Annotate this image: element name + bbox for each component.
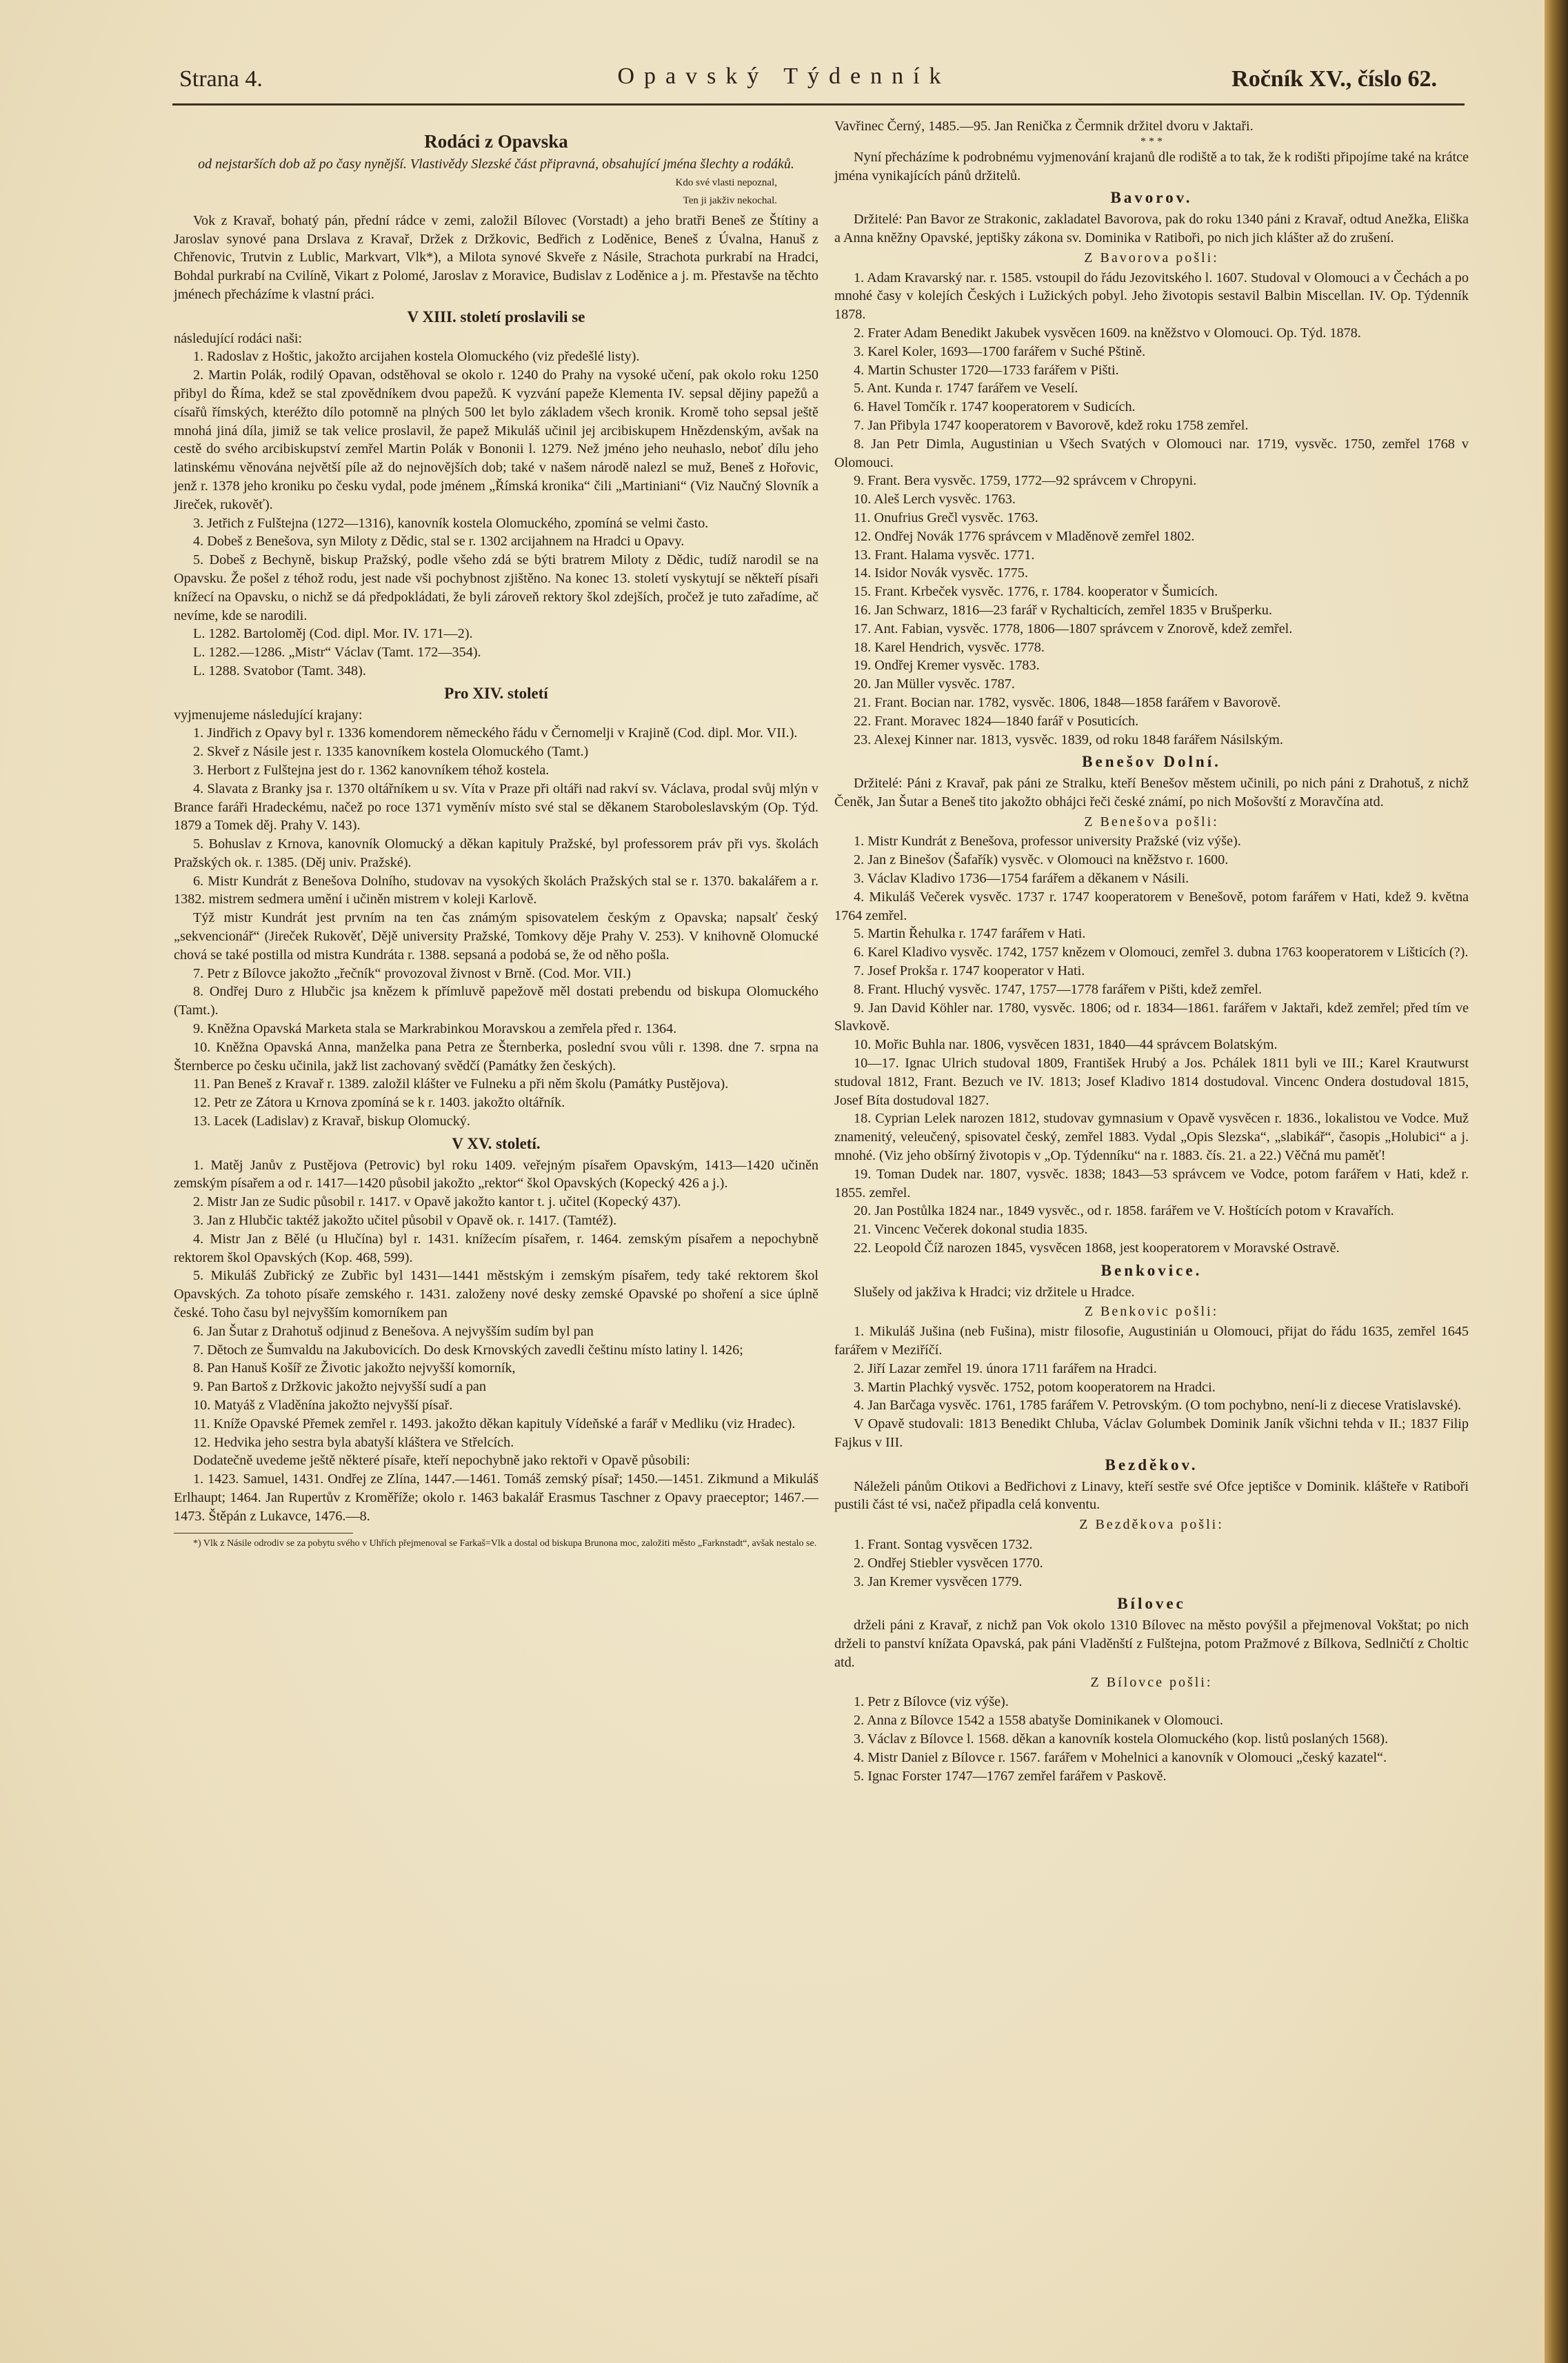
- list-entry: 20. Jan Müller vysvěc. 1787.: [854, 676, 1015, 692]
- list-entry: 22. Leopold Číž narozen 1845, vysvěcen 1868, jest kooperatorem v Moravské Ostravě.: [854, 1240, 1340, 1256]
- list-entry: 9. Pan Bartoš z Držkovic jakožto nejvyšší sudí a pan: [193, 1379, 486, 1395]
- list-entry: 11. Kníže Opavské Přemek zemřel r. 1493. jakožto děkan kapituly Vídeňské a farář v Medliku (viz Hradec).: [193, 1416, 796, 1431]
- list-entry: 10. Aleš Lerch vysvěc. 1763.: [854, 492, 1016, 507]
- list-entry: L. 1282. Bartoloměj (Cod. dipl. Mor. IV. 171—2).: [193, 626, 473, 642]
- binding-strip: [1545, 0, 1568, 2363]
- list-entry: 1. Petr z Bílovce (viz výše).: [854, 1694, 1009, 1710]
- benkovice-heading: Benkovice.: [1100, 1261, 1203, 1279]
- list-entry: 6. Havel Tomčík r. 1747 kooperatorem v Sudicích.: [854, 399, 1136, 415]
- bavorov-heading: Bavorov.: [1110, 189, 1193, 207]
- footnote-rule: [174, 1533, 353, 1534]
- list-entry: 13. Lacek (Ladislav) z Kravař, biskup Olomucký.: [193, 1114, 470, 1129]
- intro-paragraph: Vok z Kravař, bohatý pán, přední rádce v zemi, založil Bílovec (Vorstadt) a jeho bratři Beneš ze Štítiny a Jaroslav synové pana Drslava z Kravař, Držek z Držkovic, Bedřich z Loděnice, Beneš z Úvalna, Hanuš z Chřenovic, Trutvin z Lublic, Markvart, Vlk*), a Milota synové Skveře z Násile, Strachota purkrabí na Hradci, Bohdal purkrabí na Cvilíně, Vikart z Polomé, Jaroslav z Moravice, Budislav z Loděnice a j. m. Přestavše na těchto jménech přecházíme k vlastní práci.: [174, 212, 818, 302]
- list-entry: 21. Frant. Bocian nar. 1782, vysvěc. 1806, 1848—1858 farářem v Bavorově.: [854, 694, 1281, 710]
- motto-line-1: Kdo své vlasti nepoznal,: [675, 177, 777, 188]
- list-entry: 14. Isidor Novák vysvěc. 1775.: [854, 565, 1028, 581]
- list-entry: 2. Ondřej Stiebler vysvěcen 1770.: [854, 1555, 1043, 1571]
- article-title: Rodáci z Opavska: [424, 131, 568, 152]
- section-15-heading: V XV. století.: [452, 1134, 541, 1152]
- list-entry: 11. Onufrius Grečl vysvěc. 1763.: [854, 510, 1038, 525]
- list-entry: 1. Adam Kravarský nar. r. 1585. vstoupil do řádu Jezovitského l. 1607. Studoval v Olomouci a v Čechách a po mnohé časy v kolejích Českých i Lužických pobyl. Jeho životopis sestavil Balbin Miscellan. IV. Op. Týdenník 1878.: [834, 270, 1469, 323]
- list-entry: 4. Martin Schuster 1720—1733 farářem v Pišti.: [854, 362, 1119, 378]
- list-entry: 7. Jan Přibyla 1747 kooperatorem v Bavorově, kdež roku 1758 zemřel.: [854, 417, 1249, 433]
- list-entry: 15. Frant. Krbeček vysvěc. 1776, r. 1784. kooperator v Šumicích.: [854, 584, 1218, 600]
- list-entry: 5. Bohuslav z Krnova, kanovník Olomucký a děkan kapituly Pražské, byl professorem práv při vys. školách Pražských ok. r. 1385. (Děj univ. Pražské).: [174, 836, 818, 870]
- list-entry: 12. Petr ze Zátora u Krnova zpomíná se k r. 1403. jakožto oltářník.: [193, 1095, 565, 1111]
- bezdekov-heading: Bezděkov.: [1105, 1456, 1198, 1474]
- list-entry: 19. Toman Dudek nar. 1807, vysvěc. 1838; 1843—53 správcem ve Vodce, potom farářem v Hati, kdež r. 1855. zemřel.: [834, 1166, 1469, 1200]
- list-entry: 1. Frant. Sontag vysvěcen 1732.: [854, 1536, 1033, 1552]
- left-column: [174, 117, 818, 1550]
- list-entry: V Opavě studovali: 1813 Benedikt Chluba, Václav Golumbek Dominik Janík všichni tehda v II.; 1837 Filip Fajkus v III.: [834, 1416, 1469, 1450]
- list-entry: 7. Dětoch ze Šumvaldu na Jakubovicích. Do desk Krnovských zavedli češtinu místo latiny l. 1426;: [193, 1342, 743, 1358]
- list-entry: 12. Hedvika jeho sestra byla abatyší kláštera ve Střelcích.: [193, 1434, 514, 1450]
- article-subtitle: od nejstarších dob až po časy nynější. Vlastivědy Slezské část připravná, obsahující jména šlechty a rodáků.: [198, 156, 794, 172]
- list-entry: 20. Jan Postůlka 1824 nar., 1849 vysvěc., od r. 1858. farářem ve V. Hoštících potom v Kravařích.: [854, 1203, 1394, 1219]
- list-entry: 11. Pan Beneš z Kravař r. 1389. založil klášter ve Fulneku a při něm školu (Památky Pustějova).: [193, 1076, 729, 1092]
- list-entry: 8. Ondřej Duro z Hlubčic jsa knězem k přímluvě papežově měl dostati prebendu od biskupa Olomuckého (Tamt.).: [174, 984, 818, 1018]
- right-intro: Nyní přecházíme k podrobnému vyjmenování krajanů dle rodiště a to tak, že k rodišti připojíme také na krátce jména vynikajících pánů držitelů.: [834, 149, 1469, 183]
- list-entry: 5. Martin Řehulka r. 1747 farářem v Hati.: [854, 926, 1086, 942]
- list-entry: 2. Frater Adam Benedikt Jakubek vysvěcen 1609. na kněžstvo v Olomouci. Op. Týd. 1878.: [854, 325, 1361, 341]
- header-rule: [172, 103, 1465, 105]
- list-entry: 5. Dobeš z Bechyně, biskup Pražský, podle všeho zdá se býti bratrem Miloty z Dědic, tudíž narodil se na Opavsku. Že pošel z téhož rodu, jest nade vši pochybnost zjištěno. Na konec 13. století vyskytují se někteří písaři knížecí na Opavsku, o nichž se dá předpokládati, že byli zároveň rektory škol zdejších, pročež je tuto zařadíme, ač nevíme, kde se narodili.: [174, 552, 818, 623]
- section-15-list: [174, 1156, 818, 1526]
- list-entry: 3. Václav z Bílovce l. 1568. děkan a kanovník kostela Olomuckého (kop. listů poslaných 1568).: [854, 1731, 1389, 1747]
- list-entry: 4. Mistr Jan z Bělé (u Hlučína) byl r. 1431. knížecím písařem, r. 1464. zemským písařem a nepochybně rektorem škol Opavských (Kop. 468, 599).: [174, 1231, 818, 1265]
- benkovice-subheading: Z Benkovic pošli:: [1084, 1304, 1219, 1320]
- list-entry: L. 1282.—1286. „Mistr“ Václav (Tamt. 172—354).: [193, 645, 481, 661]
- separator-stars: * * *: [1140, 135, 1163, 148]
- list-entry: 10. Mořic Buhla nar. 1806, vysvěcen 1831, 1840—44 správcem Bolatským.: [854, 1037, 1278, 1053]
- list-entry: 3. Martin Plachký vysvěc. 1752, potom kooperatorem na Hradci.: [854, 1379, 1216, 1395]
- list-entry: 18. Cyprian Lelek narozen 1812, studovav gymnasium v Opavě vysvěcen r. 1836., lokalistou ve Vodce. Muž znamenitý, veleučený, spisovatel český, zemřel 1883. Vydal „Opis Slezska“, „slabikář“, časopis „Holubici“ a j. mnohé. (Viz jeho obšírný životopis v „Op. Týdenníku“ na r. 1883. čís. 21. a 22.) Věčná mu paměť!: [834, 1111, 1469, 1164]
- right-column: [834, 117, 1469, 1785]
- list-entry: 2. Mistr Jan ze Sudic působil r. 1417. v Opavě jakožto kantor t. j. učitel (Kopecký 437).: [193, 1194, 681, 1210]
- list-entry: 19. Ondřej Kremer vysvěc. 1783.: [854, 658, 1040, 674]
- bilovec-holders: drželi páni z Kravař, z nichž pan Vok okolo 1310 Bílovec na město povýšil a přejmenoval Vokštat; po nich drželi to panství knížata Opavská, pak páni Vladěnští z Fulštejna, potom Pražmové z Bílkova, Sedlničtí z Choltic atd.: [834, 1618, 1469, 1670]
- list-entry: 9. Kněžna Opavská Marketa stala se Markrabinkou Moravskou a zemřela před r. 1364.: [193, 1021, 677, 1037]
- bezdekov-list: [834, 1536, 1469, 1591]
- list-entry: 2. Jan z Binešov (Šafařík) vysvěc. v Olomouci na kněžstvo r. 1600.: [854, 852, 1229, 868]
- section-14-intro: vyjmenujeme následující krajany:: [174, 707, 363, 723]
- bezdekov-subheading: Z Bezděkova pošli:: [1079, 1517, 1224, 1533]
- issue-info: Ročník XV., číslo 62.: [1232, 66, 1437, 92]
- list-entry: 22. Frant. Moravec 1824—1840 farář v Posuticích.: [854, 713, 1139, 729]
- list-entry: 6. Jan Šutar z Drahotuš odjinud z Benešova. A nejvyšším sudím byl pan: [193, 1323, 594, 1339]
- list-entry: 7. Petr z Bílovce jakožto „řečník“ provozoval živnost v Brně. (Cod. Mor. VII.): [193, 965, 631, 981]
- list-entry: 5. Ant. Kunda r. 1747 farářem ve Veselí.: [854, 381, 1078, 396]
- list-entry: 4. Jan Barčaga vysvěc. 1761, 1785 farářem V. Petrovským. (O tom pochybno, není-li z diecese Vratislavské).: [854, 1398, 1462, 1414]
- bilovec-subheading: Z Bílovce pošli:: [1090, 1674, 1213, 1690]
- list-entry: 3. Jan Kremer vysvěcen 1779.: [854, 1573, 1023, 1589]
- list-entry: 8. Frant. Hluchý vysvěc. 1747, 1757—1778 farářem v Pišti, kdež zemřel.: [854, 981, 1263, 997]
- list-entry: L. 1288. Svatobor (Tamt. 348).: [193, 663, 366, 678]
- list-entry: 2. Martin Polák, rodilý Opavan, odstěhoval se okolo r. 1240 do Prahy na vysoké učení, pak okolo roku 1250 přibyl do Říma, kdež se stal zpovědníkem dvou papežů. K vyzvání papeže Klementa IV. sepsal dějiny papežů a císařů římských, kteréžto dílo potomně na plných 500 let bylo základem všech kronik. Kromě toho sepsal ještě mnohá jiná díla, jimiž se tak velice proslavil, že papež Mikuláš učinil jej arcibiskupem Hnězdenským, avšak na cestě do svého arcibiskupství zemřel Martin Polák v Bononii l. 1279. Než jméno jeho neuhaslo, neboť dílu jeho latinskému věnována největší píle až do nejnovějších dob; také v našem národě nalezl se muž, Beneš z Hořovic, jenž r. 1378 jeho kroniku po česku vydal, pode jménem „Římská kronika“ čili „Martiniani“ (Viz Naučný Slovník a Jireček, rukověť).: [174, 368, 818, 512]
- list-entry: 9. Frant. Bera vysvěc. 1759, 1772—92 správcem v Chropyni.: [854, 473, 1197, 489]
- list-entry: 13. Frant. Halama vysvěc. 1771.: [854, 547, 1035, 563]
- list-entry: 17. Ant. Fabian, vysvěc. 1778, 1806—1807 správcem v Znorově, kdež zemřel.: [854, 621, 1293, 636]
- list-entry: 8. Jan Petr Dimla, Augustinian u Všech Svatých v Olomouci nar. 1719, vysvěc. 1750, zemřel 1768 v Olomouci.: [834, 436, 1469, 470]
- bezdekov-holders: Náleželi pánům Otikovi a Bedřichovi z Linavy, kteří sestře své Ofce jeptišce v Dominik. klášteře v Ratiboři pustili část té vsi, načež připadla celá konventu.: [834, 1478, 1469, 1513]
- section-13-heading: V XIII. století proslavili se: [407, 308, 585, 325]
- bavorov-subheading: Z Bavorova pošli:: [1084, 250, 1219, 265]
- list-entry: 4. Dobeš z Benešova, syn Miloty z Dědic, stal se r. 1302 arcijahnem na Hradci u Opavy.: [193, 534, 685, 550]
- list-entry: 1. Matěj Janův z Pustějova (Petrovic) byl roku 1409. veřejným písařem Opavským, 1413—1420 učiněn zemským písařem a od r. 1417—1420 působil jakožto „rektor“ škol Opavských (Kopecký 426 a j.).: [174, 1157, 818, 1191]
- page-number: Strana 4.: [179, 66, 263, 92]
- list-entry: 1. Radoslav z Hoštic, jakožto arcijahen kostela Olomuckého (viz předešlé listy).: [193, 349, 640, 365]
- list-entry: 2. Skveř z Násile jest r. 1335 kanovníkem kostela Olomuckého (Tamt.): [193, 744, 589, 760]
- list-entry: 2. Jiří Lazar zemřel 19. února 1711 farářem na Hradci.: [854, 1360, 1157, 1376]
- list-entry: 9. Jan David Köhler nar. 1780, vysvěc. 1806; od r. 1834—1861. farářem v Jaktaři, kdež zemřel; před tím ve Slavkově.: [834, 1000, 1469, 1034]
- section-13-intro: následující rodáci naši:: [174, 330, 303, 346]
- benesov-holders: Držitelé: Páni z Kravař, pak páni ze Stralku, kteří Benešov městem učinili, po nich páni z Drahotuš, z nichž Čeněk, Jan Šutar a Beneš tito jakožto obhájci řeči české známí, po nich Mošovští z Moravčína atd.: [834, 776, 1469, 810]
- list-entry: 23. Alexej Kinner nar. 1813, vysvěc. 1839, od roku 1848 farářem Násilským.: [854, 732, 1283, 747]
- page-header: [103, 63, 1465, 105]
- list-entry: 3. Herbort z Fulštejna jest do r. 1362 kanovníkem téhož kostela.: [193, 762, 550, 778]
- list-entry: 4. Mikuláš Večerek vysvěc. 1737 r. 1747 kooperatorem v Benešově, potom farářem v Hati, kdež 9. května 1764 zemřel.: [834, 889, 1469, 923]
- list-entry: 1. Mikuláš Jušina (neb Fušina), mistr filosofie, Augustinián u Olomouci, přijat do řádu 1635, zemřel 1645 farářem v Meziříčí.: [834, 1324, 1469, 1358]
- bilovec-heading: Bílovec: [1117, 1595, 1186, 1613]
- section-14-heading: Pro XIV. století: [444, 684, 548, 702]
- list-entry: Dodatečně uvedeme ještě některé písaře, kteří nepochybně jako rektoři v Opavě působili:: [193, 1453, 690, 1469]
- newspaper-title: Opavský Týdenník: [617, 63, 951, 89]
- list-entry: 12. Ondřej Novák 1776 správcem v Mladěnově zemřel 1802.: [854, 528, 1195, 544]
- list-entry: 5. Ignac Forster 1747—1767 zemřel farářem v Paskově.: [854, 1768, 1167, 1784]
- benesov-subheading: Z Benešova pošli:: [1084, 814, 1219, 829]
- list-entry: 10—17. Ignac Ulrich studoval 1809, František Hrubý a Jos. Pchálek 1811 byli ve III.; Karel Krautwurst studoval 1812, Frant. Bezuch ve IV. 1813; Josef Kladivo 1814 dostudoval. Vincenc Ondera dostudoval 1815, Josef Bíta dostudoval 1827.: [834, 1056, 1469, 1108]
- motto-line-2: Ten ji jakživ nekochal.: [683, 194, 777, 206]
- bavorov-holders: Držitelé: Pan Bavor ze Strakonic, zakladatel Bavorova, pak do roku 1340 páni z Kravař, odtud Anežka, Eliška a Anna kněžny Opavské, jeptišky zákona sv. Dominika v Ratiboři, po nich jich klášter až do zrušení.: [834, 212, 1469, 245]
- list-entry: 10. Matyáš z Vladěnína jakožto nejvyšší písař.: [193, 1398, 453, 1413]
- list-entry: 8. Pan Hanuš Košíř ze Životic jakožto nejvyšší komorník,: [193, 1360, 516, 1376]
- list-entry: 16. Jan Schwarz, 1816—23 farář v Rychalticích, zemřel 1835 v Brušperku.: [854, 602, 1272, 618]
- section-13-list: [174, 348, 818, 680]
- list-entry: 5. Mikuláš Zubřický ze Zubřic byl 1431—1441 městským i zemským písařem, tedy také rektorem škol Opavských. Za tohoto písaře zemského r. 1431. založeny nové desky zemské Opavské po shoření a sice úplně české. Toho času byl nejvyšším komorníkem pan: [174, 1268, 818, 1321]
- list-entry: 1. 1423. Samuel, 1431. Ondřej ze Zlína, 1447.—1461. Tomáš zemský písař; 1450.—1451. Zikmund a Mikuláš Erlhaupt; 1464. Jan Rupertův z Kroměříže; okolo r. 1463 bakalář Erasmus Taschner z Opavy praeceptor; 1467.—1473. Štěpán z Lukavce, 1476.—8.: [174, 1471, 818, 1524]
- list-entry: 2. Anna z Bílovce 1542 a 1558 abatyše Dominikanek v Olomouci.: [854, 1713, 1223, 1729]
- continued-text: Vavřinec Černý, 1485.—95. Jan Renička z Čermnik držitel dvoru v Jaktaři.: [834, 119, 1254, 134]
- list-entry: 1. Jindřich z Opavy byl r. 1336 komendorem německého řádu v Černomelji v Krajině (Cod. dipl. Mor. VII.).: [193, 725, 798, 741]
- section-14-list: [174, 724, 818, 1131]
- list-entry: 3. Václav Kladivo 1736—1754 farářem a děkanem v Násili.: [854, 871, 1189, 887]
- list-entry: 21. Vincenc Večerek dokonal studia 1835.: [854, 1222, 1088, 1238]
- list-entry: 1. Mistr Kundrát z Benešova, professor university Pražské (viz výše).: [854, 834, 1241, 849]
- list-entry: 7. Josef Prokša r. 1747 kooperator v Hati.: [854, 963, 1085, 979]
- list-entry: 4. Mistr Daniel z Bílovce r. 1567. farářem v Mohelnici a kanovník v Olomouci „český kazatel“.: [854, 1749, 1387, 1765]
- list-entry: Týž mistr Kundrát jest prvním na ten čas známým spisovatelem českým z Opavska; napsalť český „sekvencionář“ (Jireček Rukověť, Dějě university Pražské, Tomkovy děje Prahy V. 253). V knihovně Olomucké chová se také postilla od mistra Kundráta r. 1388. sepsaná a podobá se, že od něho pošla.: [174, 910, 818, 963]
- list-entry: 4. Slavata z Branky jsa r. 1370 oltářníkem u sv. Víta v Praze při oltáři nad rakví sv. Václava, prodal svůj mlýn v Brance faráři Hradeckému, načež po roce 1371 vyměnív místo své stal se děkanem Staroboleslavským (Op. Týd. 1879 a Tomek děj. Prahy V. 143).: [174, 781, 818, 834]
- benkovice-list: [834, 1323, 1469, 1452]
- list-entry: 10. Kněžna Opavská Anna, manželka pana Petra ze Šternberka, poslední svou vůli r. 1398. dne 7. srpna na Šternberce po česku učinila, jakž list zachovaný svědčí (Památky žen českých).: [174, 1039, 818, 1074]
- benkovice-holders: Slušely od jakživa k Hradci; viz držitele u Hradce.: [854, 1284, 1135, 1300]
- list-entry: 18. Karel Hendrich, vysvěc. 1778.: [854, 639, 1045, 655]
- benesov-list: [834, 832, 1469, 1257]
- benesov-heading: Benešov Dolní.: [1082, 753, 1221, 771]
- list-entry: 3. Jetřich z Fulštejna (1272—1316), kanovník kostela Olomuckého, zpomíná se velmi často.: [193, 515, 709, 531]
- bavorov-list: [834, 269, 1469, 750]
- list-entry: 3. Karel Koler, 1693—1700 farářem v Suché Pštině.: [854, 343, 1146, 359]
- list-entry: 3. Jan z Hlubčic taktéž jakožto učitel působil v Opavě ok. r. 1417. (Tamtéž).: [193, 1213, 617, 1229]
- bilovec-list: [834, 1693, 1469, 1785]
- list-entry: 6. Mistr Kundrát z Benešova Dolního, studovav na vysokých školách Pražských stal se r. 1370. bakalářem a r. 1382. mistrem sedmera umění i učiněn mistrem v koleji Karlově.: [174, 873, 818, 907]
- list-entry: 6. Karel Kladivo vysvěc. 1742, 1757 knězem v Olomouci, zemřel 3. dubna 1763 kooperatorem v Lišticích (?).: [854, 945, 1469, 961]
- footnote: *) Vlk z Násile odrodiv se za pobytu svého v Uhřích přejmenoval se Farkaš=Vlk a dostal od biskupa Brunona moc, založiti město „Farknstadt“, avšak nestalo se.: [193, 1538, 817, 1549]
